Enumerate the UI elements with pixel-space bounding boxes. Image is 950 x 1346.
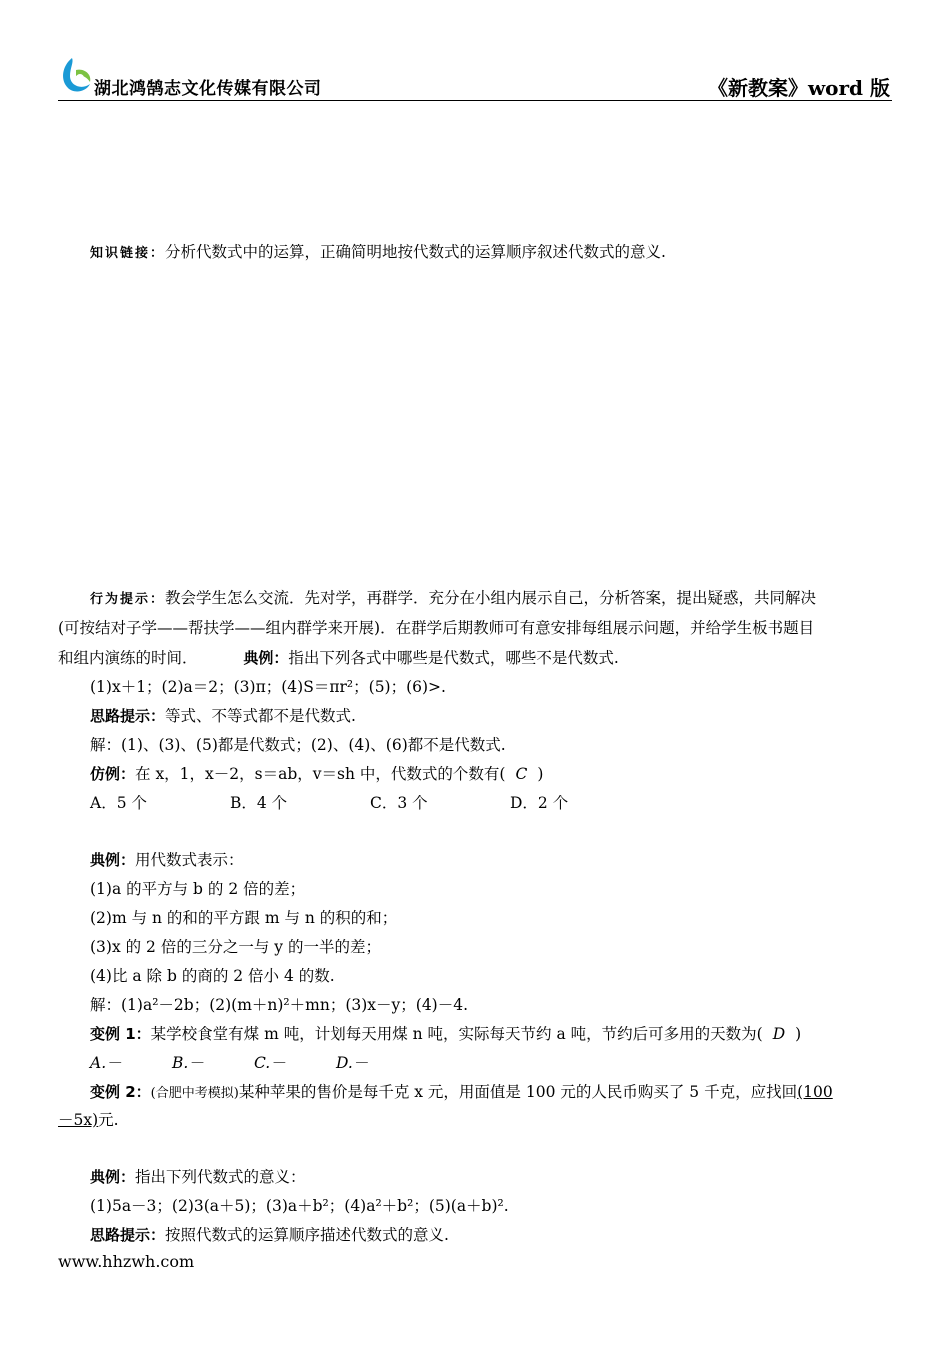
example1-hint-label: 思路提示： (90, 707, 166, 725)
variant1-options (58, 1051, 924, 1075)
footer-url[interactable]: www.hhzwh.com (58, 1252, 195, 1271)
company-logo-icon (58, 56, 96, 96)
variant1-option-b: B.－ (172, 1054, 204, 1072)
variant1-option-a: A.－ (90, 1054, 122, 1072)
imitate-question: 仿例：在 x，1，x－2，s＝ab，v＝sh 中，代数式的个数有( C ) (90, 765, 544, 783)
knowledge-link-text: 分析代数式中的运算，正确简明地按代数式的运算顺序叙述代数式的意义. (165, 243, 666, 261)
imitate-option-c: C．3 个 (370, 794, 428, 812)
example1-text: 指出下列各式中哪些是代数式，哪些不是代数式. (288, 649, 619, 667)
variant2-answer-part2: －5x) (58, 1111, 99, 1129)
behavior-hint-tail: 和组内演练的时间． (58, 649, 198, 667)
imitate-option-a: A．5 个 (90, 794, 147, 812)
behavior-hint-text: 教会学生怎么交流．先对学，再群学．充分在小组内展示自己，分析答案，提出疑惑，共同解决 (165, 589, 817, 607)
variant2-source: (合肥中考模拟) (150, 1086, 239, 1101)
brand-title: 《新教案》word 版 (707, 76, 890, 100)
example1-solution: 解：(1)、(3)、(5)都是代数式；(2)、(4)、(6)都不是代数式. (90, 736, 506, 754)
variant1-answer: D (772, 1025, 786, 1043)
company-name: 湖北鸿鹄志文化传媒有限公司 (94, 79, 322, 99)
example3-hint: 思路提示：按照代数式的运算顺序描述代数式的意义. (90, 1226, 449, 1244)
example2-item-3: (3)x 的 2 倍的三分之一与 y 的一半的差； (90, 938, 381, 956)
example2-label: 典例： (90, 851, 136, 869)
example2-question: 典例：用代数式表示： (90, 851, 244, 869)
variant2-continuation: －5x)元. (58, 1111, 119, 1129)
example1-hint: 思路提示：等式、不等式都不是代数式. (90, 707, 356, 725)
example2-item-4: (4)比 a 除 b 的商的 2 倍小 4 的数. (90, 967, 335, 985)
example2-item-1: (1)a 的平方与 b 的 2 倍的差； (90, 880, 306, 898)
imitate-options (58, 791, 924, 815)
variant2-question: 变例 2：(合肥中考模拟)某种苹果的售价是每千克 x 元，用面值是 100 元的人民币购买了 5 千克，应找回(100 (90, 1083, 833, 1101)
example3-question: 典例：指出下列代数式的意义： (90, 1168, 306, 1186)
behavior-hint-line2: (可按结对子学——帮扶学——组内群学来开展)．在群学后期教师可有意安排每组展示问题，并给学生板书题目 (58, 619, 815, 637)
imitate-answer: C (515, 765, 528, 783)
example3-hint-label: 思路提示： (90, 1226, 166, 1244)
variant2-answer-part1: (100 (797, 1083, 833, 1101)
example2-solution: 解：(1)a²－2b；(2)(m＋n)²＋mn；(3)x－y；(4)－4. (90, 996, 469, 1014)
behavior-hint-line3 (58, 646, 892, 670)
page-header (58, 56, 892, 101)
knowledge-link-label: 知识链接： (90, 246, 166, 261)
variant1-option-d: D.－ (336, 1054, 369, 1072)
variant1-question: 变例 1：某学校食堂有煤 m 吨，计划每天用煤 n 吨，实际每天节约 a 吨，节约后可多用的天数为( D ) (90, 1025, 802, 1043)
behavior-hint-label: 行为提示： (90, 592, 166, 607)
example2-item-2: (2)m 与 n 的和的平方跟 m 与 n 的积的和； (90, 909, 398, 927)
behavior-hint-line1 (58, 586, 924, 612)
variant1-option-c: C.－ (254, 1054, 286, 1072)
imitate-option-d: D．2 个 (510, 794, 569, 812)
example3-label: 典例： (90, 1168, 136, 1186)
knowledge-link (58, 240, 924, 266)
imitate-label: 仿例： (90, 765, 136, 783)
variant1-label: 变例 1： (90, 1025, 151, 1043)
variant2-label: 变例 2： (90, 1083, 151, 1101)
example3-items: (1)5a－3；(2)3(a＋5)；(3)a＋b²；(4)a²＋b²；(5)(a＋b)². (90, 1197, 509, 1215)
example1-items: (1)x＋1；(2)a＝2；(3)π；(4)S＝πr²；(5)；(6)>. (90, 678, 446, 696)
example1-label: 典例： (243, 649, 289, 667)
imitate-option-b: B．4 个 (230, 794, 288, 812)
